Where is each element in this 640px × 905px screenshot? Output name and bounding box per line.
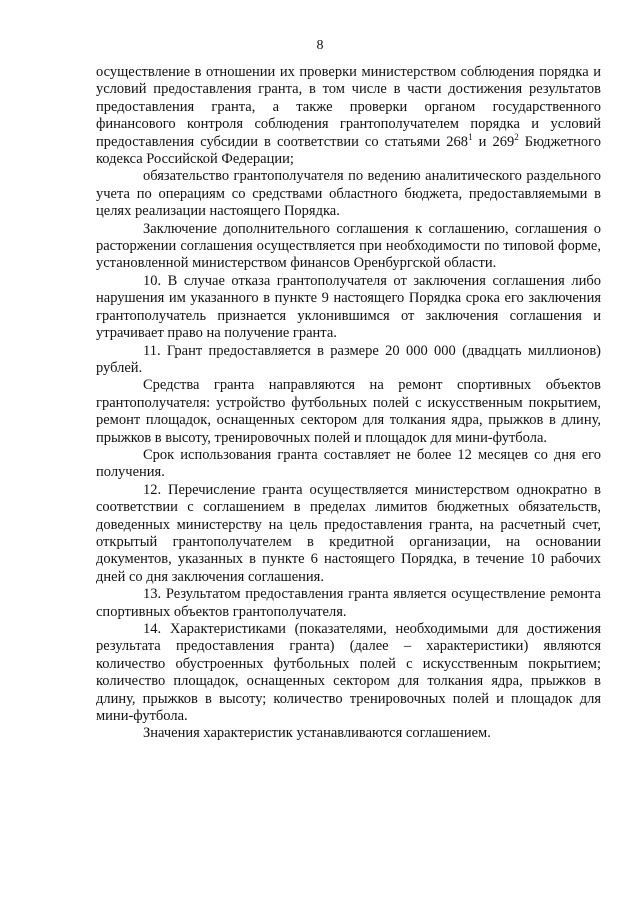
text-fragment: осуществление в отношении их проверки министерством соблюдения порядка и условий предоставления гранта, в том числе в части достижения результатов предоставления гранта, а также проверки органом государственного финансового контроля соблюдения грантополучателем порядка и условий предоставления субсидии в соответствии со статьями 268 (96, 64, 601, 150)
page-number: 8 (316, 38, 324, 53)
paragraph-grant-purpose: Средства гранта направляются на ремонт спортивных объектов грантополучателя: устройство футбольных полей с искусственным покрытием, ремонт площадок, оснащенных сектором для толкания ядра, прыжков в длину, прыжков в высоту, тренировочных полей и площадок для мини-футбола. (96, 377, 601, 446)
paragraph-clause-13: 13. Результатом предоставления гранта является осуществление ремонта спортивных объектов грантополучателя. (96, 586, 601, 620)
paragraph-additional-agreement: Заключение дополнительного соглашения к соглашению, соглашения о расторжении соглашения осуществляется при необходимости по типовой форме, установленной министерством финансов Оренбургской области. (96, 220, 601, 272)
paragraph-clause-11: 11. Грант предоставляется в размере 20 000 000 (двадцать миллионов) рублей. (96, 342, 601, 376)
text-fragment: Бюджетного кодекса Российской Федерации; (96, 133, 602, 168)
article-superscript: 2 (514, 131, 519, 142)
article-superscript: 1 (468, 131, 473, 142)
document-body (96, 64, 601, 743)
paragraph-clause-10: 10. В случае отказа грантополучателя от заключения соглашения либо нарушения им указанного в пункте 9 настоящего Порядка срока его заключения грантополучатель признается уклонившимся от заключения соглашения и утрачивает право на получение гранта. (96, 272, 601, 342)
paragraph-audit-continuation (96, 64, 601, 168)
paragraph-characteristics-values: Значения характеристик устанавливаются соглашением. (143, 725, 491, 742)
paragraph-clause-14: 14. Характеристиками (показателями, необходимыми для достижения результата предоставления гранта) (далее – характеристики) являются количество обустроенных футбольных полей с искусственным покрытием; количество площадок, оснащенных сектором для толкания ядра, прыжков в длину, прыжков в высоту; количество тренировочных полей и площадок для мини-футбола. (96, 621, 601, 725)
paragraph-grant-term: Срок использования гранта составляет не более 12 месяцев со дня его получения. (96, 446, 601, 481)
paragraph-clause-12: 12. Перечисление гранта осуществляется министерством однократно в соответствии с соглашением в пределах лимитов бюджетных обязательств, доведенных министерству на цель предоставления гранта, на расчетный счет, открытый грантополучателем в кредитной организации, на основании документов, указанных в пункте 6 настоящего Порядка, в течение 10 рабочих дней со дня заключения соглашения. (96, 481, 601, 585)
text-fragment: и 269 (472, 133, 515, 150)
paragraph-accounting-obligation: обязательство грантополучателя по ведению аналитического раздельного учета по операциям со средствами областного бюджета, предоставляемыми в целях реализации настоящего Порядка. (96, 168, 601, 220)
